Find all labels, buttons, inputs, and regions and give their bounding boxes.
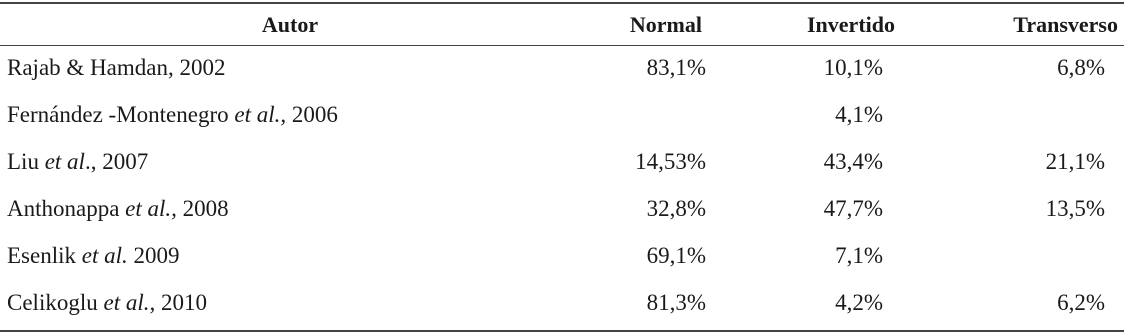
cell-transverso: 21,1% bbox=[1045, 148, 1105, 174]
author-year: 2006 bbox=[286, 101, 338, 127]
cell-transverso: 6,8% bbox=[1057, 55, 1105, 80]
table-row bbox=[0, 185, 1124, 232]
cell-normal: 32,8% bbox=[646, 195, 706, 221]
author-name: Liu bbox=[7, 148, 45, 174]
table-row bbox=[0, 91, 1124, 138]
cell-transverso: 6,2% bbox=[1057, 289, 1105, 315]
header-transverso: Transverso bbox=[1013, 11, 1118, 37]
table-bottom-rule bbox=[0, 330, 1124, 332]
table-row bbox=[0, 45, 1124, 91]
cell-normal: 81,3% bbox=[646, 289, 706, 315]
author-year: 2008 bbox=[176, 195, 229, 221]
cell-transverso bbox=[925, 91, 1124, 138]
header-row bbox=[0, 4, 1124, 45]
cell-normal bbox=[560, 91, 720, 138]
author-name: Celikoglu bbox=[7, 289, 104, 315]
cell-autor bbox=[0, 279, 560, 326]
cell-autor bbox=[0, 138, 560, 185]
header-invertido: Invertido bbox=[807, 11, 895, 37]
cell-autor bbox=[0, 91, 560, 138]
cell-invertido: 4,2% bbox=[835, 289, 883, 315]
cell-invertido: 7,1% bbox=[835, 242, 883, 268]
author-etal: et al bbox=[44, 148, 85, 174]
author-name: Esenlik bbox=[7, 242, 82, 268]
cell-invertido: 4,1% bbox=[835, 101, 883, 127]
table-row bbox=[0, 279, 1124, 326]
header-autor: Autor bbox=[261, 11, 319, 37]
cell-normal: 83,1% bbox=[646, 55, 706, 80]
cell-autor bbox=[0, 232, 560, 279]
author-etal: et al. bbox=[81, 242, 128, 268]
header-normal: Normal bbox=[629, 11, 702, 37]
author-name: Anthonappa bbox=[7, 195, 126, 221]
table-row bbox=[0, 232, 1124, 279]
cell-autor bbox=[0, 45, 560, 91]
author-name: Rajab & Hamdan, 2002 bbox=[7, 55, 226, 80]
cell-invertido: 10,1% bbox=[823, 55, 883, 80]
author-name: Fernández -Montenegro bbox=[7, 101, 235, 127]
cell-invertido: 43,4% bbox=[823, 148, 883, 174]
cell-normal: 69,1% bbox=[646, 242, 706, 268]
data-table bbox=[0, 4, 1124, 326]
cell-transverso bbox=[925, 232, 1124, 279]
cell-invertido: 47,7% bbox=[823, 195, 883, 221]
author-year: 2010 bbox=[155, 289, 207, 315]
table-row bbox=[0, 138, 1124, 185]
author-etal: et al., bbox=[125, 195, 177, 221]
author-etal: et al., bbox=[103, 289, 156, 315]
author-etal: et al., bbox=[234, 101, 287, 127]
author-year: ., 2007 bbox=[84, 148, 149, 174]
cell-normal: 14,53% bbox=[635, 148, 706, 174]
cell-transverso: 13,5% bbox=[1045, 195, 1105, 221]
author-year: 2009 bbox=[127, 242, 180, 268]
cell-autor bbox=[0, 185, 560, 232]
